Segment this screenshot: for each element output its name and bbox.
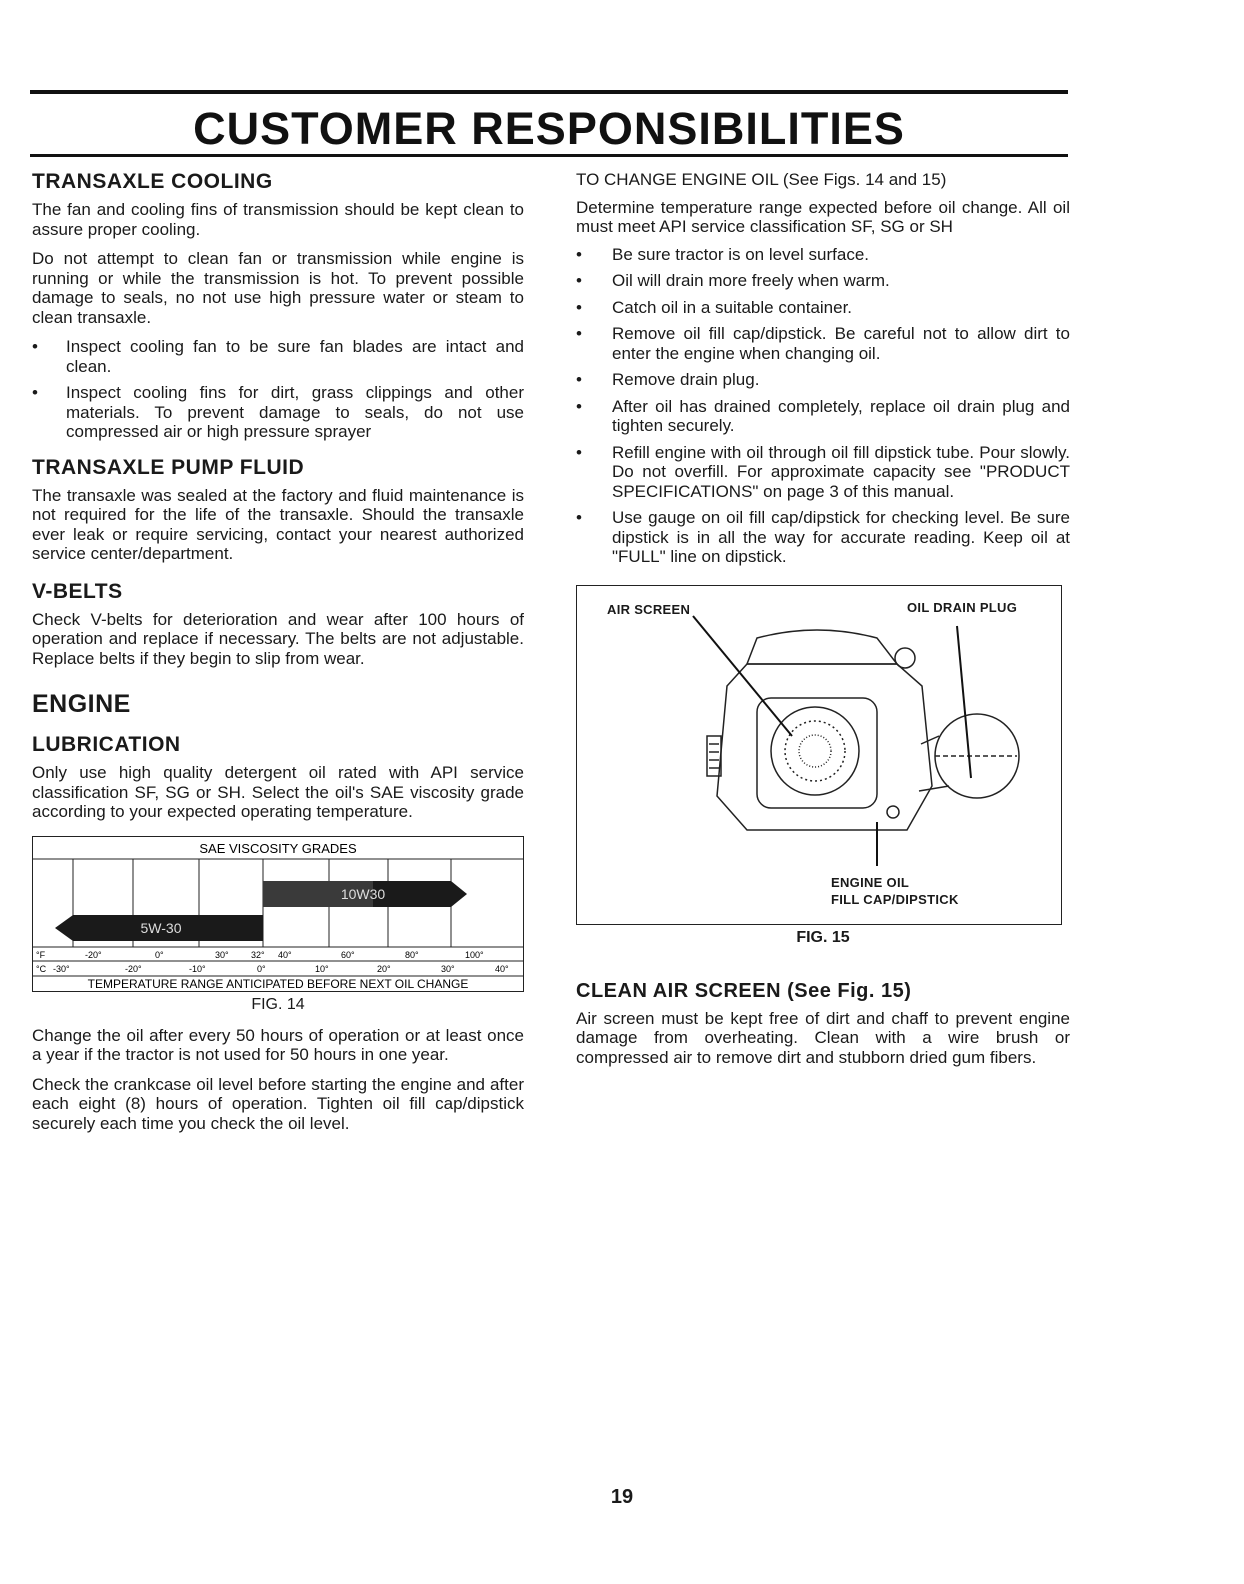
list-item: • Inspect cooling fins for dirt, grass clippings and other materials. To prevent damage to seals, do not use compressed air or high pressure sprayer (32, 383, 524, 442)
f-tick: 40° (278, 949, 292, 960)
grade-5w30-label: 5W-30 (140, 919, 182, 936)
list-item: • Inspect cooling fan to be sure fan blades are intact and clean. (32, 337, 524, 376)
list-item: • Oil will drain more freely when warm. (576, 271, 1070, 291)
f-tick: -20° (85, 949, 102, 960)
fig14-caption: FIG. 14 (251, 995, 305, 1013)
engine-oil-label-line1: ENGINE OIL (831, 874, 910, 890)
top-rule (30, 90, 1068, 94)
grade-10w30-label: 10W30 (340, 885, 386, 902)
engine-illustration (577, 586, 1061, 924)
transaxle-pump-p1: The transaxle was sealed at the factory and fluid maintenance is not required for the life of the transaxle. Should the transaxle ever leak or require servicing, contact your nearest authorized service center/department. (32, 485, 524, 563)
c-tick: 0° (257, 963, 266, 974)
viscosity-chart (32, 836, 524, 992)
f-unit-label: °F (36, 949, 46, 960)
f-tick: 0° (155, 949, 164, 960)
list-item: • After oil has drained completely, replace oil drain plug and tighten securely. (576, 397, 1070, 436)
left-column (32, 170, 524, 1143)
engine-oil-label (831, 874, 959, 908)
clean-air-p1: Air screen must be kept free of dirt and chaff to prevent engine damage from overheating. Clean with a wire brush or compressed air to remove dirt and stubborn dried gum fibers. (576, 1008, 1070, 1067)
engine-figure (576, 585, 1062, 925)
c-tick: -10° (189, 963, 206, 974)
f-tick: 30° (215, 949, 229, 960)
change-oil-list (576, 245, 1070, 567)
oil-drain-plug-label: OIL DRAIN PLUG (907, 599, 1018, 615)
air-screen-label: AIR SCREEN (607, 601, 691, 617)
c-tick: 10° (315, 963, 329, 974)
transaxle-cooling-p1: The fan and cooling fins of transmission should be kept clean to assure proper cooling. (32, 200, 524, 239)
list-item: • Refill engine with oil through oil fill dipstick tube. Pour slowly. Do not overfill. For approximate capacity see "PRODUCT SPECIFICATIONS" on page 3 of this manual. (576, 443, 1070, 502)
viscosity-chart-svg (33, 837, 523, 991)
c-unit-label: °C (36, 963, 47, 974)
list-item: • Use gauge on oil fill cap/dipstick for checking level. Be sure dipstick is in all the way for accurate reading. Keep oil at "FULL" line on dipstick. (576, 508, 1070, 567)
chart-header: SAE VISCOSITY GRADES (199, 840, 357, 856)
vbelts-p1: Check V-belts for deterioration and wear after 100 hours of operation and replace if necessary. The belts are not adjustable. Replace belts if they begin to slip from wear. (32, 609, 524, 668)
transaxle-cooling-heading: TRANSAXLE COOLING (32, 170, 273, 193)
c-tick: -30° (53, 963, 70, 974)
vbelts-heading: V-BELTS (32, 579, 123, 603)
list-item: • Remove oil fill cap/dipstick. Be careful not to allow dirt to enter the engine when changing oil. (576, 324, 1070, 363)
right-column (576, 170, 1070, 1077)
air-screen-graphic (771, 707, 859, 795)
transaxle-cooling-p2: Do not attempt to clean fan or transmission while engine is running or while the transmission is hot. To prevent possible damage to seals, no not use high pressure water or steam to clean transaxle. (32, 249, 524, 327)
lubrication-p1: Only use high quality detergent oil rated with API service classification SF, SG or SH. Select the oil's SAE viscosity grade according to your expected operating temperature. (32, 763, 524, 821)
chart-footer: TEMPERATURE RANGE ANTICIPATED BEFORE NEXT OIL CHANGE (87, 976, 469, 991)
page-title: CUSTOMER RESPONSIBILITIES (193, 103, 905, 154)
c-tick: 30° (441, 963, 455, 974)
list-item: • Catch oil in a suitable container. (576, 298, 1070, 318)
fig15-caption: FIG. 15 (796, 928, 850, 946)
clean-air-heading: CLEAN AIR SCREEN (See Fig. 15) (576, 979, 912, 1002)
f-scale (36, 950, 484, 960)
engine-heading: ENGINE (32, 690, 131, 718)
f-tick: 32° (251, 949, 265, 960)
c-scale (36, 964, 509, 974)
engine-oil-label-line2: FILL CAP/DIPSTICK (831, 891, 959, 907)
c-tick: 20° (377, 963, 391, 974)
title-underline (30, 154, 1068, 157)
c-tick: 40° (495, 963, 509, 974)
f-tick: 100° (465, 949, 484, 960)
lubrication-heading: LUBRICATION (32, 733, 181, 756)
transaxle-pump-heading: TRANSAXLE PUMP FLUID (32, 455, 305, 479)
engine-drawing (707, 630, 1019, 830)
page-number: 19 (610, 1486, 634, 1508)
lubrication-p2: Change the oil after every 50 hours of operation or at least once a year if the tractor is not used for 50 hours in one year. (32, 1025, 524, 1064)
list-item: • Be sure tractor is on level surface. (576, 245, 1070, 265)
f-tick: 80° (405, 949, 419, 960)
change-oil-p1: Determine temperature range expected before oil change. All oil must meet API service classification SF, SG or SH (576, 197, 1070, 236)
change-oil-heading: TO CHANGE ENGINE OIL (See Figs. 14 and 15) (576, 170, 947, 189)
transaxle-cooling-list (32, 337, 524, 442)
lubrication-p3: Check the crankcase oil level before starting the engine and after each eight (8) hours of operation. Tighten oil fill cap/dipstick securely each time you check the oil level. (32, 1074, 524, 1133)
f-tick: 60° (341, 949, 355, 960)
c-tick: -20° (125, 963, 142, 974)
list-item: • Remove drain plug. (576, 370, 1070, 390)
